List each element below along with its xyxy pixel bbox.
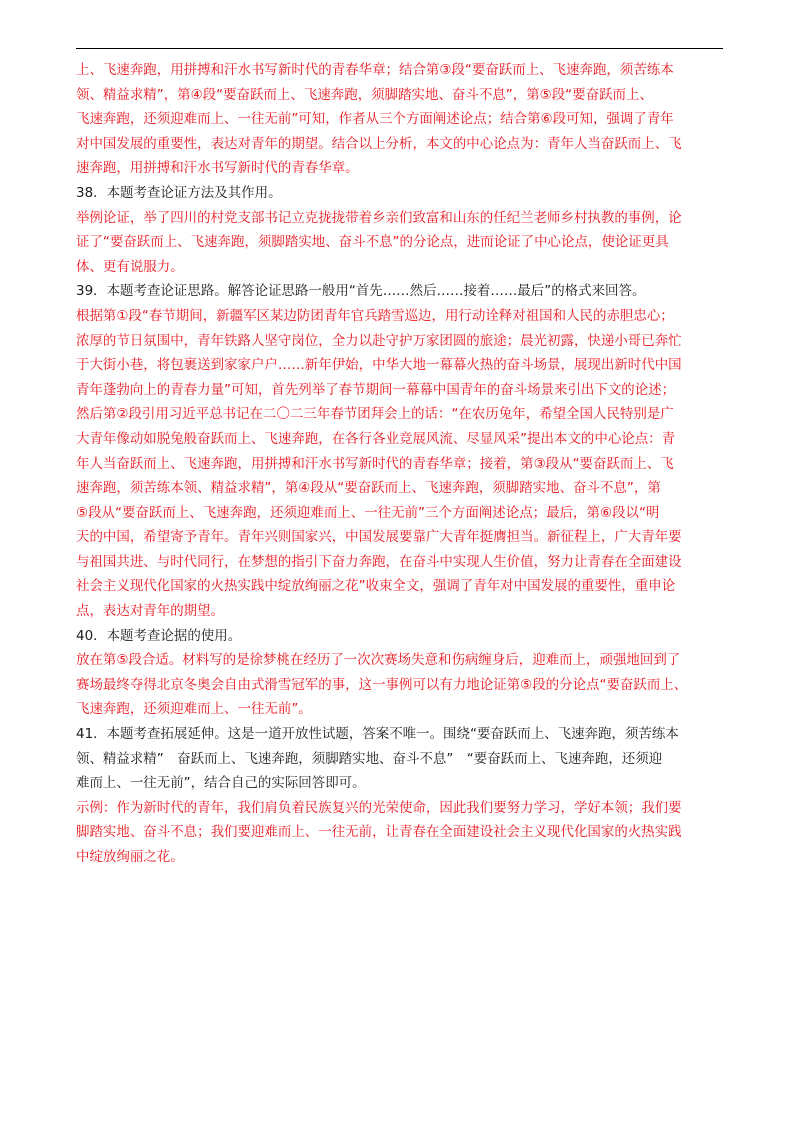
answer-line: 社会主义现代化国家的火热实践中绽放绚丽之花”收束全文，强调了青年对中国发展的重要性，重申论 [76,578,676,595]
answer-line: 赛场最终夺得北京冬奥会自由式滑雪冠军的事，这一事例可以有力地论证第⑤段的分论点“要奋跃而上、 [76,676,688,693]
answer-line: 领、精益求精”，第④段“要奋跃而上、飞速奔跑，须脚踏实地、奋斗不息”，第⑤段“要奋跃而上、 [76,86,653,103]
question-line: 领、精益求精” 奋跃而上、飞速奔跑，须脚踏实地、奋斗不息” “要奋跃而上、飞速奔跑，还须迎 [76,750,663,767]
answer-line: 飞速奔跑，还须迎难而上、一往无前”可知，作者从三个方面阐述论点；结合第⑥段可知，强调了青年 [76,111,674,128]
answer-line: 青年蓬勃向上的青春力量”可知，首先列举了春节期间一幕幕中国青年的奋斗场景来引出下文的论述； [76,381,676,398]
answer-line: 上、飞速奔跑，用拼搏和汗水书写新时代的青春华章；结合第③段“要奋跃而上、飞速奔跑，须苦练本 [76,62,674,78]
answer-line: 点，表达对青年的期望。 [76,603,225,620]
header-rule [76,48,723,49]
question-line: 38．本题考查论证方法及其作用。 [76,184,282,201]
answer-line: 示例：作为新时代的青年，我们肩负着民族复兴的光荣使命，因此我们要努力学习，学好本领；我们要 [76,799,682,816]
answer-line: 证了“要奋跃而上、飞速奔跑，须脚踏实地、奋斗不息”的分论点，进而论证了中心论点，使论证更具 [76,234,669,251]
answer-line: 年人当奋跃而上、飞速奔跑，用拼搏和汗水书写新时代的青春华章；接着，第③段从“要奋跃而上、飞 [76,455,674,472]
answer-line: 飞速奔跑，还须迎难而上、一往无前”。 [76,701,312,718]
answer-text-body [76,58,726,870]
answer-line: ⑤段从“要奋跃而上、飞速奔跑，还须迎难而上、一往无前”三个方面阐述论点；最后，第⑥段以“明 [76,504,660,521]
answer-line: 与祖国共进、与时代同行，在梦想的指引下奋力奔跑，在奋斗中实现人生价值，努力让青春在全面建设 [76,553,682,570]
answer-line: 脚踏实地、奋斗不息；我们要迎难而上、一往无前，让青春在全面建设社会主义现代化国家的火热实践 [76,824,682,841]
answer-line: 速奔跑，须苦练本领、精益求精”，第④段从“要奋跃而上、飞速奔跑，须脚踏实地、奋斗不息”，第 [76,480,661,497]
answer-line: 体、更有说服力。 [76,258,184,275]
answer-line: 中绽放绚丽之花。 [76,849,184,865]
question-line: 39．本题考查论证思路。解答论证思路一般用“首先……然后……接着……最后”的格式来回答。 [76,283,646,300]
answer-line: 大青年像动如脱兔般奋跃而上、飞速奔跑，在各行各业竞展风流、尽显风采”提出本文的中心论点：青 [76,430,676,447]
answer-line: 浓厚的节日氛围中，青年铁路人坚守岗位，全力以赴守护万家团圆的旅途；晨光初露，快递小哥已奔忙 [76,332,682,349]
answer-line: 然后第②段引用习近平总书记在二〇二三年春节团拜会上的话：“在农历兔年，希望全国人民特别是广 [76,406,674,423]
question-line: 41．本题考查拓展延伸。这是一道开放性试题，答案不唯一。围绕“要奋跃而上、飞速奔跑，须苦练本 [76,726,679,743]
question-line: 难而上、一往无前”，结合自己的实际回答即可。 [76,775,366,792]
answer-line: 举例论证，举了四川的村党支部书记立克拢拢带着乡亲们致富和山东的任纪兰老师乡村执教的事例，论 [76,209,682,226]
answer-line: 放在第⑤段合适。材料写的是徐梦桃在经历了一次次赛场失意和伤病缠身后，迎难而上，顽强地回到了 [76,652,681,669]
answer-line: 对中国发展的重要性，表达对青年的期望。结合以上分析，本文的中心论点为：青年人当奋跃而上、飞 [76,135,682,152]
answer-line: 速奔跑，用拼搏和汗水书写新时代的青春华章。 [76,160,359,177]
answer-line: 于大街小巷，将包裹送到家家户户……新年伊始，中华大地一幕幕火热的奋斗场景，展现出新时代中国 [76,357,682,374]
answer-line: 天的中国，希望寄予青年。青年兴则国家兴，中国发展要靠广大青年挺膺担当。新征程上，广大青年要 [76,529,682,546]
question-line: 40．本题考查论据的使用。 [76,627,242,644]
answer-line: 根据第①段“春节期间，新疆军区某边防团青年官兵踏雪巡边，用行动诠释对祖国和人民的赤胆忠心； [76,307,674,324]
